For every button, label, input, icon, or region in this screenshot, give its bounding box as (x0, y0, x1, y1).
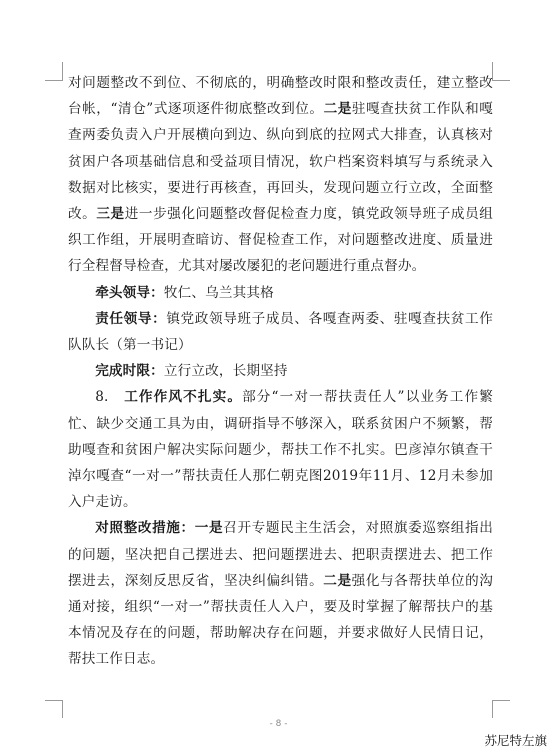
crop-mark-bottom-right-v (492, 700, 493, 718)
text-run: 对问题整改不到位、不彻底的，明确整改时限和整改责任，建立整改台帐，“清仓”式逐项逐件彻底整改到位。 (68, 75, 493, 118)
text-run: 进一步强化问题整改督促检查力度，镇党政领导班子成员组织工作组，开展明查暗访、督促检查工作，对问题整改进度、质量进行全程督导检查，尤其对屡改屡犯的老问题进行重点督办。 (68, 206, 493, 275)
text-run: 召开专题民主生活会，对照旗委巡察组指出的问题，坚决把自己摆进去、把问题摆进去、把职责摆进去、把工作摆进去，深刻反思反省，坚决纠偏纠错。 (68, 520, 493, 589)
bold-text-run: 对照整改措施： (95, 520, 195, 537)
page-number: - 8 - (269, 719, 288, 729)
crop-mark-top-left-h (45, 80, 63, 81)
crop-mark-bottom-right-h (492, 700, 510, 701)
crop-mark-top-right-h (492, 80, 510, 81)
text-run: 牧仁、乌兰其其格 (163, 284, 274, 301)
source-watermark: 苏尼特左旗 (484, 733, 547, 748)
text-run: 驻嘎查扶贫工作队和嘎查两委负责入户开展横向到边、纵向到底的拉网式大排查，认真核对贫困户各项基础信息和受益项目情况，软户档案资料填写与系统录入数据对比核实，要进行再核查，再回头，发现问题立行立改，全面整改。 (68, 101, 494, 223)
bold-text-run: 牵头领导： (95, 284, 164, 301)
text-run: 镇党政领导班子成员、各嘎查两委、驻嘎查扶贫工作队队长（第一书记） (68, 310, 493, 354)
bold-text-run: 二是 (323, 101, 352, 118)
text-run: 立行立改，长期坚持 (163, 363, 288, 380)
bold-text-run: 责任领导： (95, 310, 167, 327)
bold-text-run: 完成时限： (95, 363, 164, 380)
bold-text-run: 二是 (323, 572, 352, 589)
paragraph-rectification-measures (68, 515, 493, 672)
text-run: 强化与各帮扶单位的沟通对接，组织“一对一”帮扶责任人入户，要及时掌握了解帮扶户的基本情况及存在的问题，帮助解决存在问题，并要求做好人民情日记，帮扶工作日志。 (68, 572, 494, 668)
document-body (68, 70, 493, 673)
paragraph-responsible-leaders (68, 306, 493, 358)
bold-text-run: 一是 (194, 520, 224, 537)
paragraph-rectification-measures-continued (68, 70, 493, 280)
bold-text-run: 三是 (96, 206, 125, 223)
paragraph-deadline (68, 358, 493, 384)
paragraph-issue-8-work-style (68, 384, 493, 515)
text-run: 8. (95, 389, 125, 406)
paragraph-lead-leaders (68, 280, 493, 306)
crop-mark-bottom-left-h (45, 700, 63, 701)
text-run: 部分“一对一帮扶责任人”以业务工作繁忙、缺少交通工具为由，调研指导不够深入，联系贫困户不频繁，帮助嘎查和贫困户解决实际问题少，帮扶工作不扎实。巴彦淖尔镇查干淖尔嘎查“一对一”帮扶责任人那仁朝克图2019年11月、12月未参加入户走访。 (68, 389, 493, 511)
crop-mark-top-left-v (62, 62, 63, 80)
crop-mark-bottom-left-v (62, 700, 63, 718)
bold-text-run: 工作作风不扎实。 (124, 389, 243, 406)
